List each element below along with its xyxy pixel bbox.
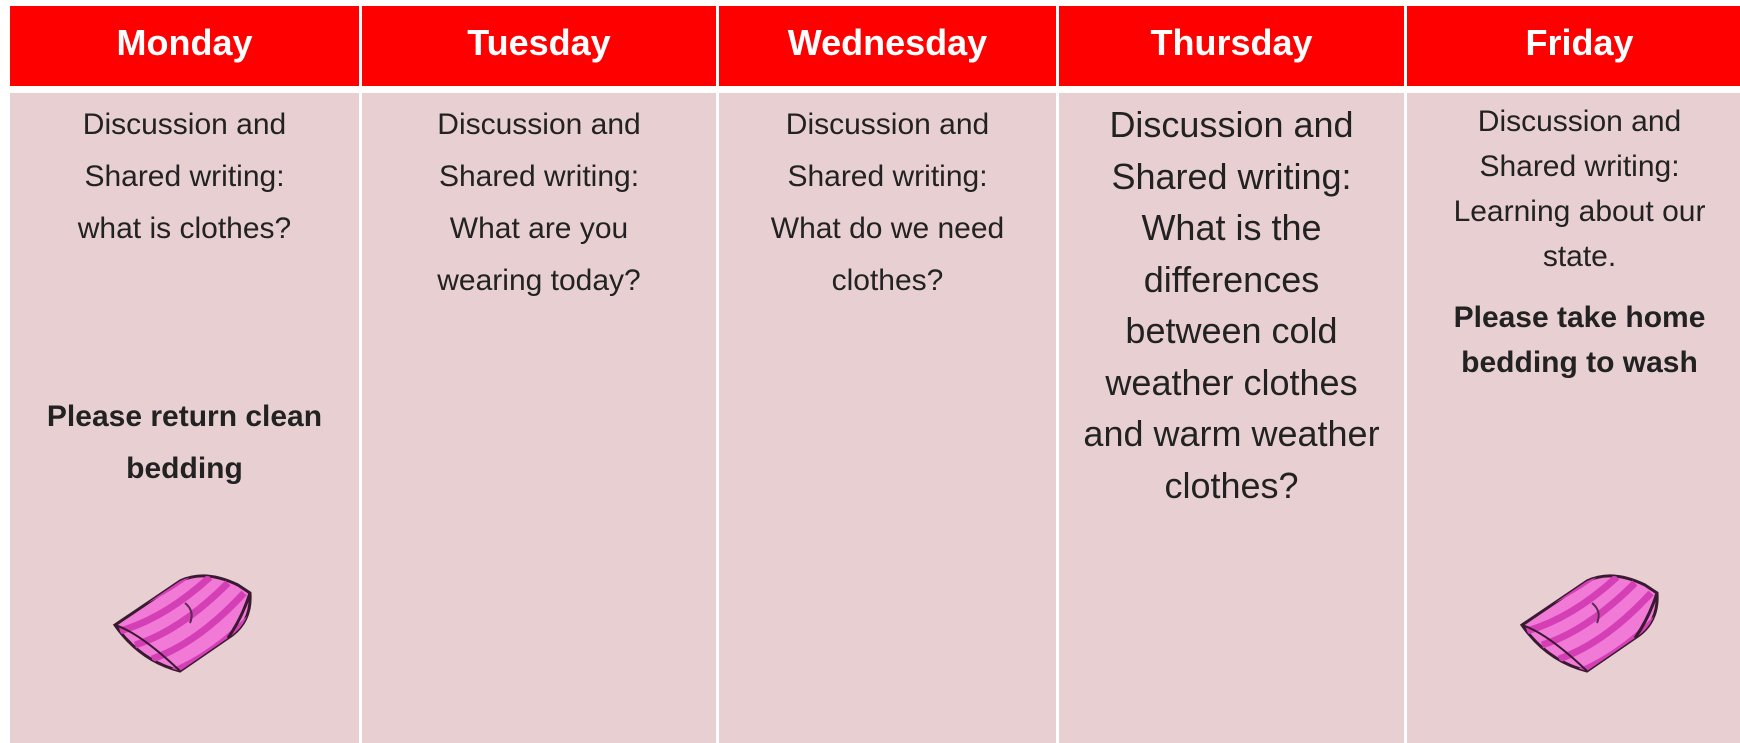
topic-wednesday [729, 99, 1046, 307]
cell-thursday [1059, 93, 1404, 743]
header-wednesday: Wednesday [719, 6, 1056, 86]
topic-friday [1417, 99, 1740, 279]
cell-monday [10, 93, 359, 743]
note-line: bedding [126, 452, 243, 485]
note-friday [1417, 295, 1740, 385]
header-monday: Monday [10, 6, 359, 86]
cell-friday [1407, 93, 1740, 743]
note-line: bedding to wash [1461, 346, 1698, 379]
note-line: Please take home [1453, 301, 1706, 334]
topic-line: Discussion and [1109, 104, 1354, 145]
topic-line: Shared writing: [1479, 150, 1680, 183]
header-thursday: Thursday [1059, 6, 1404, 86]
note-monday [20, 391, 349, 495]
topic-line: between cold [1125, 310, 1338, 351]
topic-line: Shared writing: [84, 160, 285, 193]
topic-line: Learning about our [1453, 195, 1706, 228]
topic-line: Discussion and [437, 108, 641, 141]
topic-line: What is the [1141, 207, 1322, 248]
folded-blanket-icon [110, 563, 260, 683]
topic-thursday [1069, 99, 1394, 511]
topic-line: wearing today? [437, 264, 641, 297]
topic-line: Shared writing: [787, 160, 988, 193]
cell-wednesday [719, 93, 1056, 743]
topic-line: state. [1542, 240, 1617, 273]
topic-line: Discussion and [1477, 105, 1682, 138]
note-line: Please return clean [46, 400, 323, 433]
topic-line: Discussion and [82, 108, 287, 141]
topic-line: Shared writing: [438, 160, 640, 193]
topic-line: differences [1143, 258, 1320, 300]
topic-line: Discussion and [785, 108, 990, 141]
topic-line: clothes? [1164, 464, 1299, 506]
header-tuesday: Tuesday [362, 6, 716, 86]
topic-line: what is clothes? [77, 212, 292, 245]
topic-line: and warm weather [1083, 413, 1380, 454]
weekly-schedule [10, 6, 1740, 736]
topic-line: weather clothes [1105, 361, 1358, 403]
topic-tuesday [372, 99, 706, 307]
header-friday: Friday [1407, 6, 1740, 86]
topic-line: clothes? [831, 264, 944, 297]
topic-line: What do we need [770, 212, 1005, 245]
topic-line: What are you [449, 212, 629, 245]
cell-tuesday [362, 93, 716, 743]
folded-blanket-icon [1517, 563, 1667, 683]
topic-line: Shared writing: [1111, 155, 1352, 197]
topic-monday [20, 99, 349, 255]
